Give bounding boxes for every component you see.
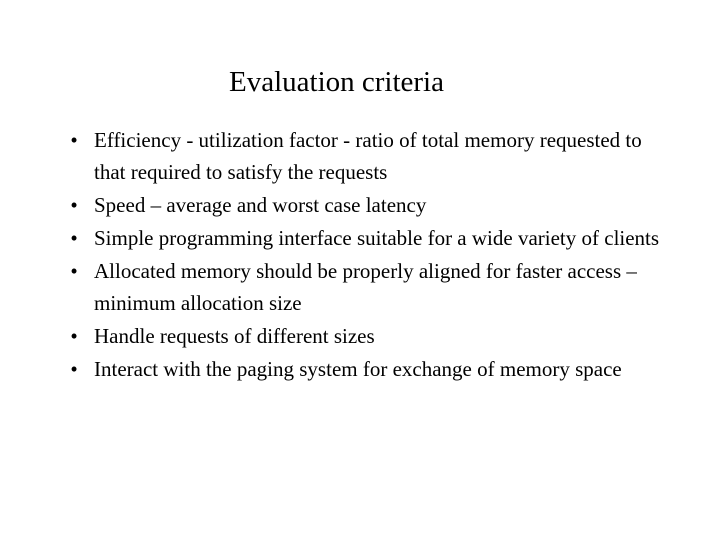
bullet-icon: • <box>70 357 78 381</box>
bullet-icon: • <box>70 259 78 283</box>
bullet-item-efficiency <box>64 124 664 188</box>
bullet-icon: • <box>70 324 78 348</box>
bullet-text: Interact with the paging system for exchange of memory space <box>94 357 622 381</box>
bullet-text: Handle requests of different sizes <box>94 324 375 348</box>
bullet-text: Efficiency - utilization factor - ratio of total memory requested to that required to satisfy the requests <box>94 128 642 184</box>
bullet-icon: • <box>70 193 78 217</box>
bullet-text: Simple programming interface suitable for a wide variety of clients <box>94 226 660 250</box>
bullet-text: Speed – average and worst case latency <box>94 193 427 217</box>
bullet-icon: • <box>70 128 78 152</box>
bullet-item-request-sizes <box>64 320 664 352</box>
bullet-text: Allocated memory should be properly aligned for faster access – minimum allocation size <box>94 259 637 315</box>
bullet-item-programming-interface <box>64 222 664 254</box>
bullet-item-speed <box>64 189 664 221</box>
bullet-icon: • <box>70 226 78 250</box>
bullet-item-paging-system <box>64 353 664 385</box>
slide-title: Evaluation criteria <box>229 66 444 98</box>
bullet-list <box>64 124 664 386</box>
bullet-item-alignment <box>64 255 664 319</box>
